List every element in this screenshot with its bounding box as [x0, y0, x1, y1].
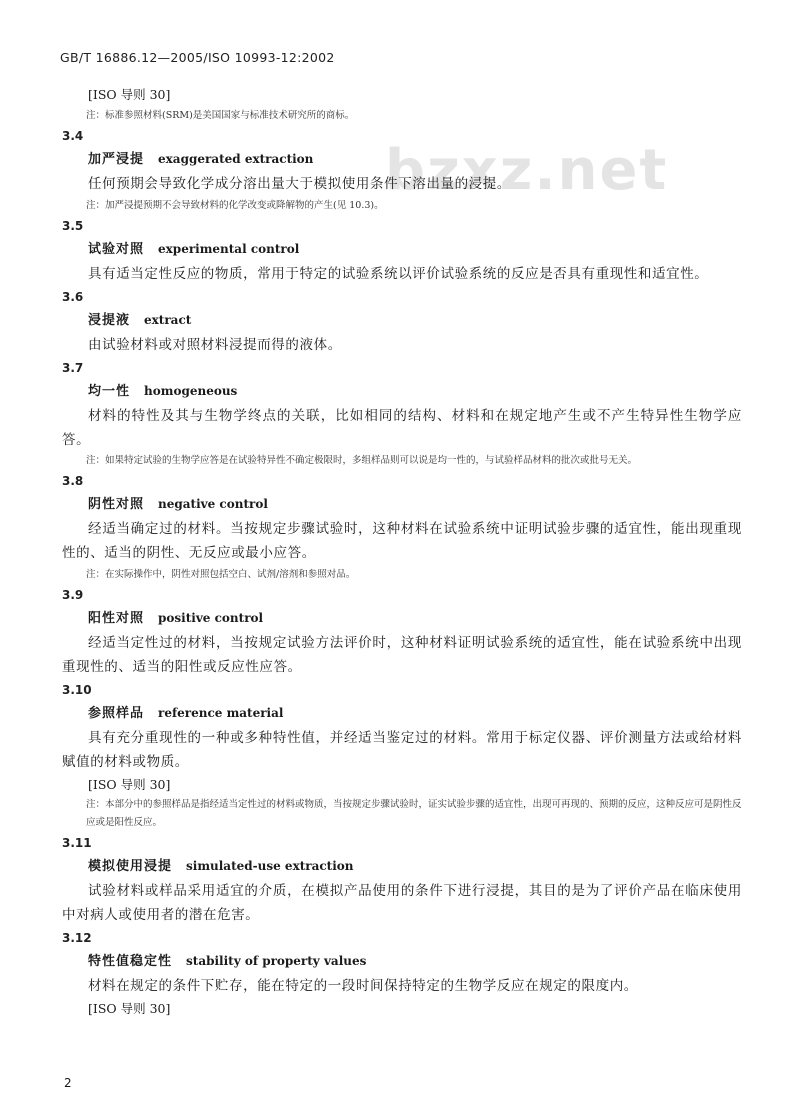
- term-english: homogeneous: [144, 384, 238, 398]
- term-english: simulated-use extraction: [186, 859, 354, 873]
- term-entry: [62, 125, 742, 215]
- term-heading: [88, 308, 742, 333]
- term-definition: 具有充分重现性的一种或多种特性值，并经适当鉴定过的材料。常用于标定仪器、评价测量方法或给材料赋值的材料或物质。: [62, 730, 742, 770]
- term-entry: [62, 584, 742, 679]
- term-definition: 具有适当定性反应的物质，常用于特定的试验系统以评价试验系统的反应是否具有重现性和适宜性。: [88, 266, 709, 282]
- term-chinese: 特性值稳定性: [88, 954, 173, 969]
- term-definition: 材料的特性及其与生物学终点的关联，比如相同的结构、材料和在规定地产生或不产生特异性生物学应答。: [62, 408, 742, 448]
- term-chinese: 均一性: [88, 384, 131, 399]
- note-text: 注：在实际操作中，阴性对照包括空白、试剂/溶剂和参照对品。: [86, 569, 356, 580]
- term-english: extract: [144, 313, 192, 327]
- term-chinese: 浸提液: [88, 313, 131, 328]
- term-definition: 任何预期会导致化学成分溶出量大于模拟使用条件下溶出量的浸提。: [88, 176, 511, 192]
- term-chinese: 加严浸提: [88, 152, 145, 167]
- term-heading: [88, 492, 742, 517]
- reference-citation: [ISO 导则 30]: [88, 87, 171, 102]
- term-heading: [88, 606, 742, 631]
- document-body: [62, 84, 742, 1020]
- clause-number: 3.12: [62, 931, 92, 945]
- note-text: 注：加严浸提预期不会导致材料的化学改变或降解物的产生(见 10.3)。: [86, 200, 384, 211]
- clause-number: 3.5: [62, 219, 84, 233]
- clause-number: 3.11: [62, 836, 92, 850]
- standard-header: GB/T 16886.12—2005/ISO 10993-12:2002: [60, 50, 335, 65]
- term-heading: [88, 854, 742, 879]
- term-definition: 试验材料或样品采用适宜的介质，在模拟产品使用的条件下进行浸提，其目的是为了评价产品在临床使用中对病人或使用者的潜在危害。: [62, 883, 742, 923]
- watermark-text: bzxz.net: [385, 138, 669, 203]
- term-entry: [62, 832, 742, 927]
- clause-number: 3.7: [62, 361, 84, 375]
- term-english: negative control: [158, 497, 268, 511]
- term-definition: 经适当确定过的材料。当按规定步骤试验时，这种材料在试验系统中证明试验步骤的适宜性，能出现重现性的、适当的阴性、无反应或最小应答。: [62, 521, 742, 561]
- term-english: exaggerated extraction: [158, 152, 314, 166]
- term-english: stability of property values: [186, 954, 367, 968]
- term-heading: [88, 379, 742, 404]
- term-entry: [62, 470, 742, 584]
- term-entry: [62, 927, 742, 1020]
- term-chinese: 阴性对照: [88, 497, 145, 512]
- term-definition: 由试验材料或对照材料浸提而得的液体。: [88, 337, 342, 353]
- clause-number: 3.9: [62, 588, 84, 602]
- term-definition: 材料在规定的条件下贮存，能在特定的一段时间保持特定的生物学反应在规定的限度内。: [88, 978, 638, 994]
- term-chinese: 阳性对照: [88, 611, 145, 626]
- term-entry: [62, 286, 742, 357]
- clause-number: 3.8: [62, 474, 84, 488]
- clause-number: 3.6: [62, 290, 84, 304]
- reference-citation: [ISO 导则 30]: [88, 1001, 171, 1016]
- note-text: 注：标准参照材料(SRM)是美国国家与标准技术研究所的商标。: [86, 110, 355, 121]
- term-heading: [88, 949, 742, 974]
- intro-block: [62, 84, 742, 125]
- reference-citation: [ISO 导则 30]: [88, 777, 171, 792]
- term-heading: [88, 701, 742, 726]
- term-chinese: 试验对照: [88, 242, 145, 257]
- clause-number: 3.10: [62, 683, 92, 697]
- term-chinese: 参照样品: [88, 706, 145, 721]
- term-english: experimental control: [158, 242, 300, 256]
- term-entry: [62, 215, 742, 286]
- term-english: reference material: [158, 706, 284, 720]
- term-definition: 经适当定性过的材料，当按规定试验方法评价时，这种材料证明试验系统的适宜性，能在试验系统中出现重现性的、适当的阳性或反应性应答。: [62, 635, 742, 675]
- note-text: 注：本部分中的参照样品是指经适当定性过的材料或物质，当按规定步骤试验时，证实试验步骤的适宜性，出现可再现的、预期的反应，这种反应可是阴性反应或是阳性反应。: [86, 799, 742, 828]
- term-heading: [88, 237, 742, 262]
- term-chinese: 模拟使用浸提: [88, 859, 173, 874]
- term-entry: [62, 679, 742, 832]
- note-text: 注：如果特定试验的生物学应答是在试验特异性不确定极限时，多组样品则可以说是均一性的，与试验样品材料的批次或批号无关。: [86, 455, 638, 466]
- page-number: 2: [64, 1076, 72, 1090]
- term-entry: [62, 357, 742, 470]
- clause-number: 3.4: [62, 129, 84, 143]
- term-heading: [88, 147, 742, 172]
- term-english: positive control: [158, 611, 264, 625]
